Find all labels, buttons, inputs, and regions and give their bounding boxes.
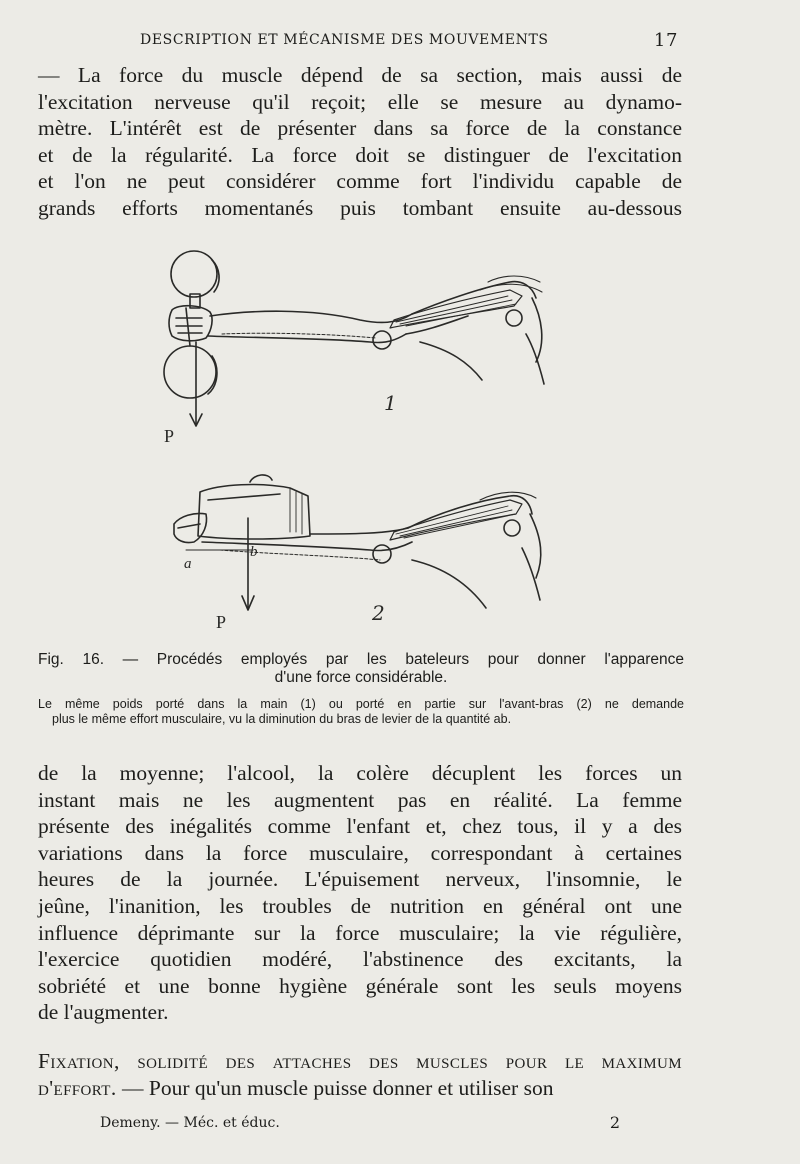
section-heading: Fixation, solidité des attaches des muscles pour le maximum — [38, 1049, 682, 1073]
footer-author: Demeny. — Méc. et éduc. — [100, 1115, 280, 1131]
text-line: grands efforts momentanés puis tombant ensuite au-dessous — [38, 195, 682, 220]
lever-point-a: a — [184, 556, 192, 572]
weight-label-p-1: P — [164, 426, 175, 446]
legend-line: Le même poids porté dans la main (1) ou porté en partie sur l'avant-bras (2) ne demande — [38, 697, 684, 711]
arm-with-weight-on-forearm — [174, 475, 541, 610]
text-line: et de la régularité. La force doit se distinguer de l'excitation — [38, 142, 682, 167]
text-line: l'exercice quotidien modéré, l'abstinence des excitants, la — [38, 947, 682, 972]
paragraph-force — [38, 62, 682, 222]
text-line: l'excitation nerveuse qu'il reçoit; elle se mesure au dynamo- — [38, 89, 682, 114]
text-line: instant mais ne les augmentent pas en réalité. La femme — [38, 787, 682, 812]
arm-with-dumbbell — [164, 251, 544, 426]
page-number: 17 — [653, 30, 678, 51]
figure-16-illustration — [150, 238, 570, 658]
drawing-number-1: 1 — [384, 391, 397, 415]
caption-line: d'une force considérable. — [274, 669, 448, 686]
text-line — [38, 1075, 682, 1102]
text-line: influence déprimante sur la force musculaire; la vie régulière, — [38, 920, 682, 945]
text-line: et l'on ne peut considérer comme fort l'individu capable de — [38, 169, 682, 194]
text-line: — La force du muscle dépend de sa section, mais aussi de — [38, 63, 682, 87]
running-header — [40, 30, 678, 54]
text-line: mètre. L'intérêt est de présenter dans sa force de la constance — [38, 116, 682, 141]
weight-label-p-2: P — [216, 612, 227, 632]
section-heading-end: d'effort. — [38, 1075, 117, 1100]
paragraph-fixation — [38, 1048, 682, 1101]
text-line: présente des inégalités comme l'enfant et, chez tous, il y a des — [38, 814, 682, 839]
text-line: de l'augmenter. — [38, 1000, 169, 1025]
text-line: variations dans la force musculaire, correspondant à certaines — [38, 840, 682, 865]
text-fragment: — Pour qu'un muscle puisse donner et utiliser son — [116, 1075, 554, 1100]
paragraph-variations — [38, 760, 682, 1026]
text-line: heures de la journée. L'épuisement nerveux, l'insomnie, le — [38, 867, 682, 892]
text-line: jeûne, l'inanition, les troubles de nutrition en général ont une — [38, 893, 682, 918]
drawing-number-2: 2 — [372, 601, 385, 625]
lever-point-b: b — [250, 544, 258, 560]
text-line: sobriété et une bonne hygiène générale sont les seuls moyens — [38, 973, 682, 998]
caption-line: Fig. 16. — Procédés employés par les bateleurs pour donner l'apparence — [38, 651, 684, 668]
page-footer — [100, 1115, 620, 1135]
text-line: de la moyenne; l'alcool, la colère décuplent les forces un — [38, 761, 682, 785]
text-line — [38, 1048, 682, 1075]
signature-mark: 2 — [609, 1113, 620, 1132]
figure-legend — [38, 697, 684, 727]
running-title: DESCRIPTION ET MÉCANISME DES MOUVEMENTS — [140, 32, 549, 48]
arm-lever-drawing — [150, 238, 570, 658]
figure-caption — [38, 651, 684, 687]
legend-line: plus le même effort musculaire, vu la diminution du bras de levier de la quantité ab. — [52, 712, 512, 726]
